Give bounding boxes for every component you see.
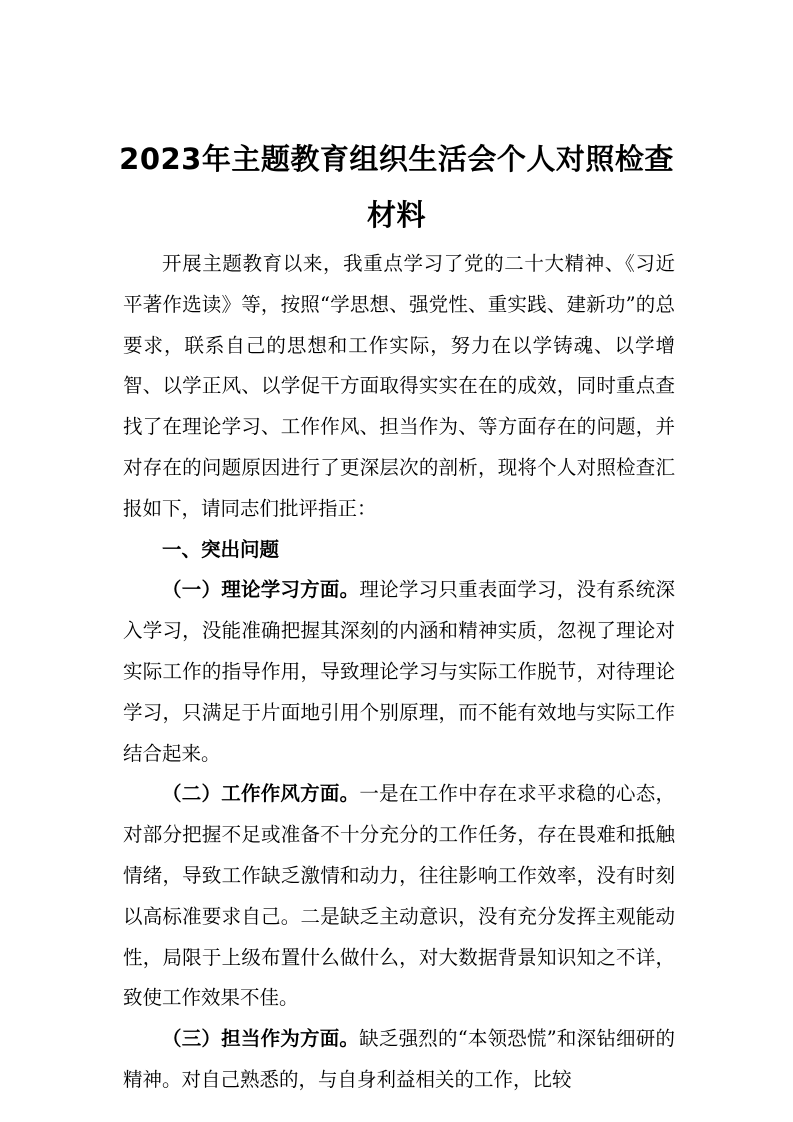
document-title-line-2: 材料 bbox=[366, 198, 426, 232]
section-heading-prominent-issues: 一、突出问题 bbox=[162, 537, 280, 561]
issue-text-responsibility: 缺乏强烈的“本领恐慌”和深钻细研的精神。对自己熟悉的，与自身利益相关的工作，比较 bbox=[123, 1027, 675, 1091]
issue-text-work-style: 一是在工作中存在求平求稳的心态，对部分把握不足或准备不十分充分的工作任务，存在畏难和抵触情绪，导致工作缺乏激情和动力，往往影响工作效率，没有时刻以高标准要求自己。二是缺乏主动意识，没有充分发挥主观能动性，局限于上级布置什么做什么，对大数据背景知识知之不详，致使工作效果不佳。 bbox=[123, 782, 675, 1010]
issue-lead-work-style: （二）工作作风方面。 bbox=[162, 782, 360, 806]
issue-paragraph-work-style bbox=[123, 774, 675, 1019]
issue-text-theory-study: 理论学习只重表面学习，没有系统深入学习，没能准确把握其深刻的内涵和精神实质，忽视了理论对实际工作的指导作用，导致理论学习与实际工作脱节，对待理论学习，只满足于片面地引用个别原理，而不能有效地与实际工作结合起来。 bbox=[123, 578, 675, 765]
document-title-line-1: 2023年主题教育组织生活会个人对照检查 bbox=[119, 142, 674, 176]
issue-lead-theory-study: （一）理论学习方面。 bbox=[162, 578, 360, 602]
issue-paragraph-responsibility bbox=[123, 1019, 675, 1101]
document-body bbox=[123, 244, 675, 1101]
issue-lead-responsibility: （三）担当作为方面。 bbox=[162, 1027, 360, 1051]
intro-paragraph: 开展主题教育以来，我重点学习了党的二十大精神、《习近平著作选读》等，按照“学思想、强党性、重实践、建新功”的总要求，联系自己的思想和工作实际，努力在以学铸魂、以学增智、以学正风、以学促干方面取得实实在在的成效，同时重点查找了在理论学习、工作作风、担当作为、等方面存在的问题，并对存在的问题原因进行了更深层次的剖析，现将个人对照检查汇报如下，请同志们批评指正： bbox=[123, 252, 675, 520]
issue-paragraph-theory-study bbox=[123, 570, 675, 774]
